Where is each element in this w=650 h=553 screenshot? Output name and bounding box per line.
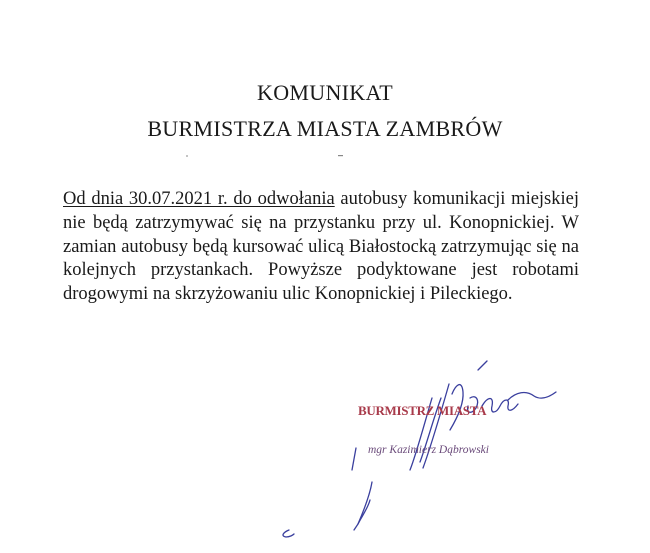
- official-stamp: [358, 403, 508, 473]
- effective-date-phrase: Od dnia 30.07.2021 r. do odwołania: [63, 189, 335, 209]
- announcement-body: [63, 188, 579, 307]
- document-heading: KOMUNIKAT: [257, 80, 393, 105]
- scan-specks: [0, 150, 650, 162]
- stamp-title: BURMISTRZ MIASTA: [358, 403, 487, 418]
- announcement-text: autobusy komunikacji miejskiej nie będą zatrzymywać się na przystanku przy ul. Konopnickiej. W zamian autobusy będą kursować ulicą Białostocką zatrzymując się na kolejnych przystankach. Powyższe podyktowane jest robotami drogowymi na skrzyżowaniu ulic Konopnickiej i Pileckiego.: [63, 189, 579, 305]
- document-subheading: BURMISTRZA MIASTA ZAMBRÓW: [147, 116, 503, 141]
- stamp-name: mgr Kazimierz Dąbrowski: [368, 444, 489, 456]
